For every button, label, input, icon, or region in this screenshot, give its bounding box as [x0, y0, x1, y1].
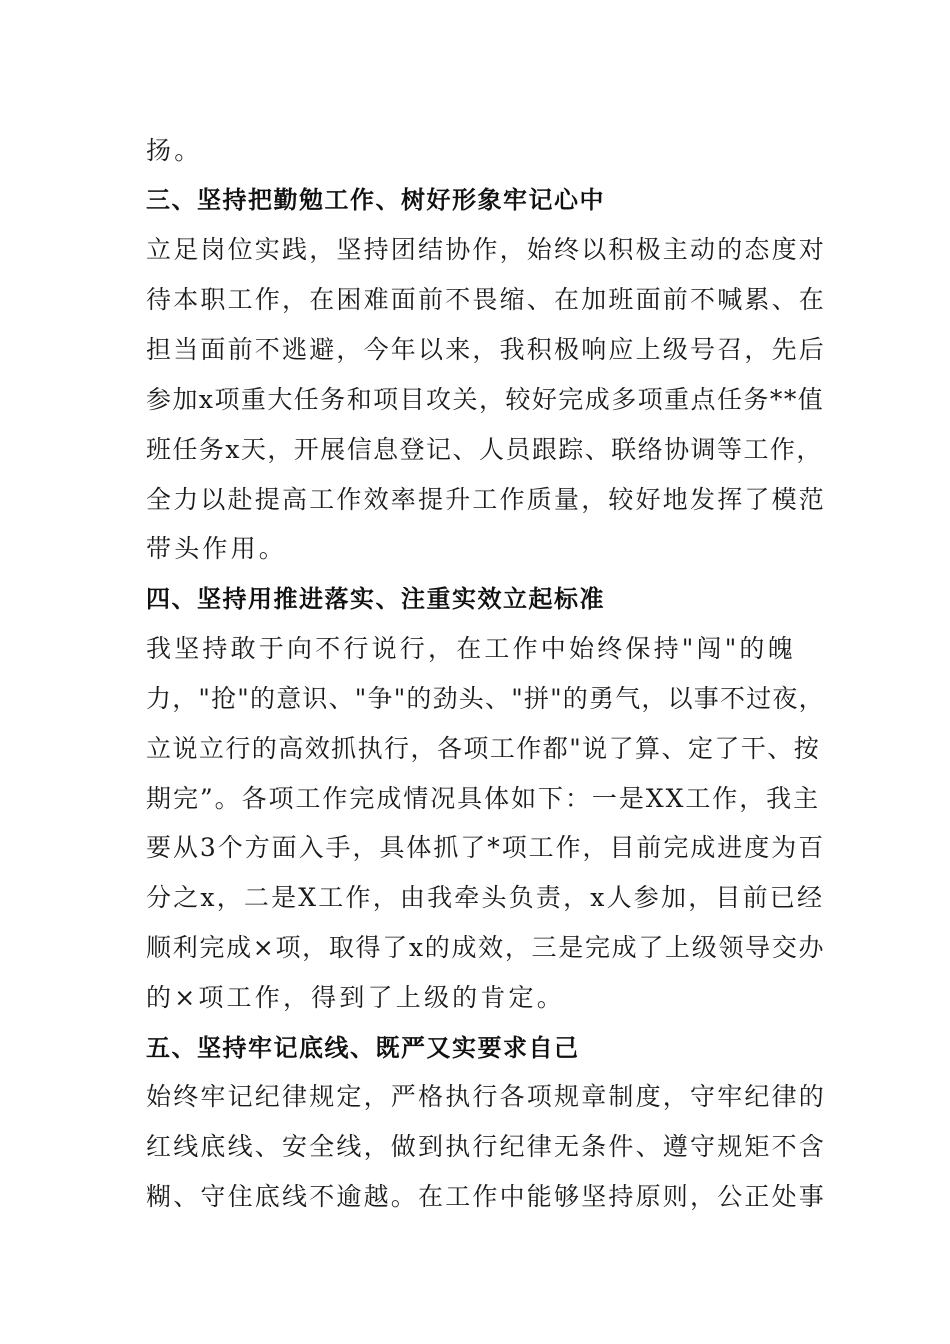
section-heading-3: 三、坚持把勤勉工作、树好形象牢记心中	[146, 186, 605, 214]
body-line: 立说立行的高效抓执行，各项工作都"说了算、定了干、按	[146, 734, 821, 763]
body-line: 糊、守住底线不逾越。在工作中能够坚持原则，公正处事	[146, 1182, 827, 1211]
body-line: 的×项工作，得到了上级的肯定。	[146, 983, 565, 1012]
section-heading-4: 四、坚持用推进落实、注重实效立起标准	[146, 585, 605, 613]
body-line: 参加x项重大任务和项目攻关，较好完成多项重点任务**值	[146, 385, 825, 414]
body-line: 带头作用。	[146, 534, 288, 563]
body-line: 红线底线、安全线，做到执行纪律无条件、遵守规矩不含	[146, 1132, 827, 1161]
body-line: 待本职工作，在困难面前不畏缩、在加班面前不喊累、在	[146, 285, 827, 314]
body-line: 担当面前不逃避，今年以来，我积极响应上级号召，先后	[146, 335, 827, 364]
body-line: 我坚持敢于向不行说行，在工作中始终保持"闯"的魄	[146, 634, 796, 663]
body-line: 要从3个方面入手，具体抓了*项工作，目前完成进度为百	[146, 833, 826, 862]
body-line: 立足岗位实践，坚持团结协作，始终以积极主动的态度对	[146, 235, 827, 264]
body-line: 顺利完成×项，取得了x的成效，三是完成了上级领导交办	[146, 933, 826, 962]
body-line: 全力以赴提高工作效率提升工作质量，较好地发挥了模范	[146, 485, 827, 514]
body-line: 班任务x天，开展信息登记、人员跟踪、联络协调等工作，	[146, 435, 823, 464]
body-line: 分之x，二是X工作，由我牵头负责，x人参加，目前已经	[146, 883, 825, 912]
body-line: 始终牢记纪律规定，严格执行各项规章制度，守牢纪律的	[146, 1082, 827, 1111]
body-line: 扬。	[146, 136, 203, 165]
section-heading-5: 五、坚持牢记底线、既严又实要求自己	[146, 1034, 580, 1062]
body-line: 期完”。各项工作完成情况具体如下：一是XX工作，我主	[146, 784, 821, 813]
body-line: 力，"抢"的意识、"争"的劲头、"拼"的勇气，以事不过夜，	[146, 684, 825, 713]
